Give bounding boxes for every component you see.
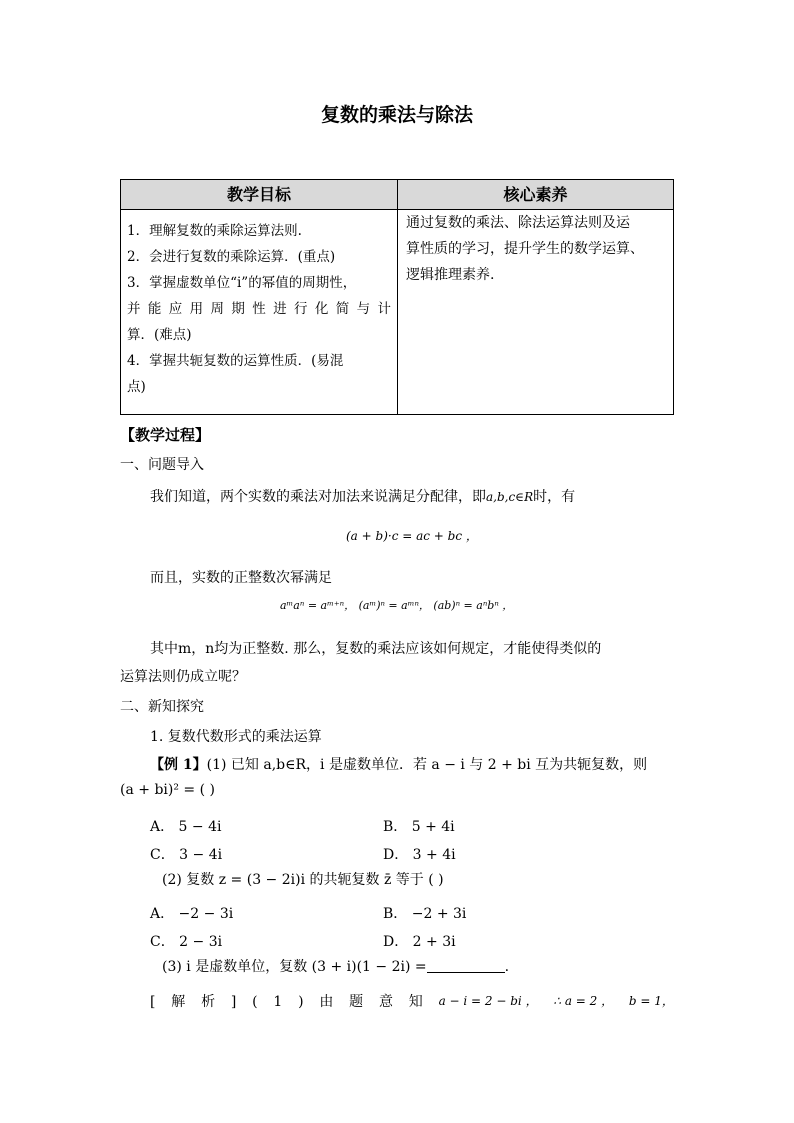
- analysis-line: [150, 995, 674, 1009]
- objectives-table: [120, 179, 674, 415]
- goals-cell: [121, 210, 398, 415]
- paragraph-text: 时，有: [533, 489, 576, 505]
- question-text: .: [504, 959, 510, 975]
- analysis-math: a − i = 2 − bi ，: [438, 994, 538, 1008]
- option-d: D． 2 + 3i: [383, 934, 456, 950]
- paragraph-distributive: [150, 490, 575, 504]
- analysis-token: [: [150, 994, 156, 1010]
- equation-powers: aᵐaⁿ = aᵐ⁺ⁿ， (aᵐ)ⁿ = aᵐⁿ， (ab)ⁿ = aⁿbⁿ ，: [280, 599, 514, 612]
- goal-line: 并能应用周期性进行化简与计: [127, 301, 391, 317]
- equation-distributive: (a + b)·c = ac + bc ，: [346, 529, 478, 543]
- goal-line: 2．会进行复数的乘除运算．(重点): [127, 249, 336, 265]
- analysis-token: 知: [408, 994, 423, 1010]
- goal-line: 点): [127, 379, 146, 395]
- option-c: C． 2 − 3i: [150, 934, 223, 950]
- paragraph-question: 其中m，n均为正整数. 那么，复数的乘法应该如何规定，才能使得类似的: [150, 641, 602, 657]
- analysis-token: (: [252, 994, 258, 1010]
- math-inline: a,b,c∈R: [486, 490, 534, 504]
- option-d: D． 3 + 4i: [383, 847, 456, 863]
- section-heading-intro: 一、问题导入: [120, 457, 204, 473]
- document-title: 复数的乘法与除法: [320, 104, 473, 126]
- analysis-math: b = 1，: [628, 994, 674, 1008]
- subsection-multiplication: 1. 复数代数形式的乘法运算: [150, 729, 322, 745]
- analysis-token: ): [298, 994, 304, 1010]
- example-1-question-2: (2) 复数 z = (3 − 2i)i 的共轭复数 z̄ 等于 ( ): [162, 872, 444, 888]
- option-a: A． 5 − 4i: [150, 819, 222, 835]
- example-1-question-1: [150, 758, 647, 772]
- goal-line: 4．掌握共轭复数的运算性质．(易混: [127, 353, 344, 369]
- core-line: 逻辑推理素养.: [406, 267, 495, 283]
- analysis-token: 意: [378, 994, 393, 1010]
- analysis-token: 1: [273, 994, 283, 1010]
- paragraph-question-cont: 运算法则仍成立呢？: [120, 669, 246, 685]
- goal-line: 1．理解复数的乘除运算法则.: [127, 223, 302, 239]
- option-c: C． 3 − 4i: [150, 847, 223, 863]
- core-line: 通过复数的乘法、除法运算法则及运: [406, 215, 630, 231]
- process-heading: 【教学过程】: [120, 426, 211, 444]
- option-b: B． 5 + 4i: [383, 819, 455, 835]
- analysis-token: 题: [349, 994, 364, 1010]
- goal-line: 算．(难点): [127, 327, 192, 343]
- analysis-token: ]: [230, 994, 237, 1010]
- analysis-math: ∴ a = 2 ，: [553, 994, 614, 1008]
- option-a: A． −2 − 3i: [150, 906, 234, 922]
- paragraph-text: 我们知道，两个实数的乘法对加法来说满足分配律，即: [150, 489, 486, 505]
- example-1-question-3: [162, 960, 509, 974]
- analysis-token: 解: [171, 994, 186, 1010]
- example-1-question-1-cont: (a + bi)² = ( ): [120, 782, 215, 798]
- section-heading-new-knowledge: 二、新知探究: [120, 699, 204, 715]
- question-text: (3) i 是虚数单位，复数 (3 + i)(1 − 2i) =: [162, 959, 427, 975]
- analysis-token: 析: [201, 994, 216, 1010]
- table-header-core: 核心素养: [398, 180, 674, 210]
- analysis-token: 由: [319, 994, 334, 1010]
- option-b: B． −2 + 3i: [383, 906, 467, 922]
- paragraph-powers: 而且，实数的正整数次幂满足: [150, 570, 332, 586]
- table-header-goals: 教学目标: [121, 180, 398, 210]
- core-line: 算性质的学习，提升学生的数学运算、: [406, 241, 644, 257]
- core-cell: [398, 210, 674, 415]
- question-text: (1) 已知 a,b∈R，i 是虚数单位．若 a − i 与 2 + bi 互为共轭复数，则: [206, 757, 648, 773]
- example-label: 【例 1】: [150, 757, 207, 773]
- answer-blank: [427, 960, 505, 973]
- goal-line: 3．掌握虚数单位“i”的幂值的周期性，: [127, 275, 357, 291]
